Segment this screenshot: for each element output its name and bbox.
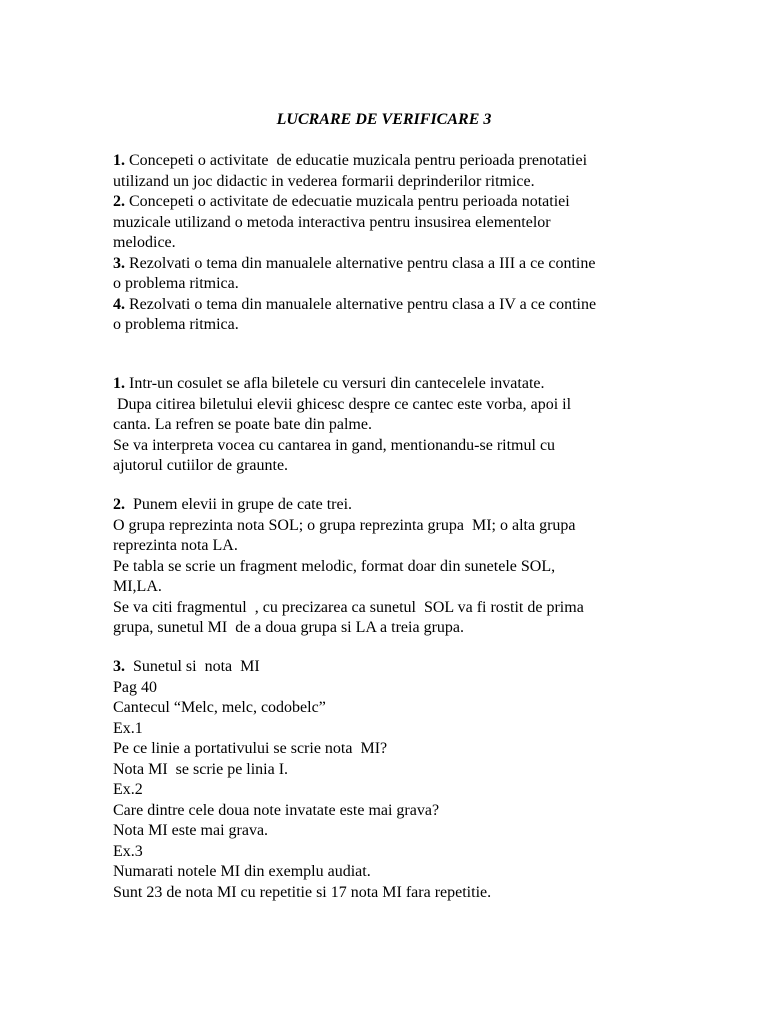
answer-line: Pe tabla se scrie un fragment melodic, format doar din sunetele SOL, xyxy=(113,557,556,575)
task-number: 1. xyxy=(113,152,125,169)
task-line xyxy=(113,254,658,275)
answer-line: Nota MI este mai grava. xyxy=(113,822,269,839)
answer-text: Intr-un cosulet se afla biletele cu versuri din cantecelele invatate. xyxy=(125,375,545,392)
task-line: muzicale utilizand o metoda interactiva pentru insusirea elementelor xyxy=(113,213,551,231)
answer-number: 1. xyxy=(113,375,125,392)
answer-line: O grupa reprezinta nota SOL; o grupa reprezinta grupa MI; o alta grupa xyxy=(113,516,576,534)
answer-number: 3. xyxy=(113,658,125,675)
answer-3 xyxy=(113,657,658,903)
answer-number: 2. xyxy=(113,496,125,513)
answer-line: Ex.2 xyxy=(113,781,143,798)
answer-text: Punem elevii in grupe de cate trei. xyxy=(125,496,353,513)
document-title: LUCRARE DE VERIFICARE 3 xyxy=(276,111,492,128)
answer-line: Dupa citirea biletului elevii ghicesc despre ce cantec este vorba, apoi il xyxy=(113,395,572,413)
answer-line: Numarati notele MI din exemplu audiat. xyxy=(113,863,371,880)
task-text: Concepeti o activitate de edecuatie muzicala pentru perioada notatiei xyxy=(125,193,570,210)
task-line: o problema ritmica. xyxy=(113,275,239,292)
answer-line: Pe ce linie a portativului se scrie nota MI? xyxy=(113,740,388,757)
answer-2 xyxy=(113,495,658,639)
task-line xyxy=(113,192,658,213)
answer-text: Sunetul si nota MI xyxy=(125,658,260,675)
task-line xyxy=(113,295,658,316)
task-number: 4. xyxy=(113,295,125,313)
task-text: Rezolvati o tema din manualele alternative pentru clasa a IV a ce contine xyxy=(125,295,597,313)
task-list xyxy=(113,151,658,336)
answer-line: canta. La refren se poate bate din palme. xyxy=(113,416,372,433)
answer-line xyxy=(113,495,658,516)
answer-line: Ex.3 xyxy=(113,842,143,860)
answer-line: MI,LA. xyxy=(113,578,162,595)
task-number: 2. xyxy=(113,193,125,210)
answer-line: Se va citi fragmentul , cu precizarea ca sunetul SOL va fi rostit de prima xyxy=(113,598,584,616)
task-text: Concepeti o activitate de educatie muzicala pentru perioada prenotatiei xyxy=(125,152,588,169)
answer-line: Pag 40 xyxy=(113,678,157,696)
answer-line: Sunt 23 de nota MI cu repetitie si 17 nota MI fara repetitie. xyxy=(113,883,492,901)
task-line: melodice. xyxy=(113,234,176,251)
answer-line: Nota MI se scrie pe linia I. xyxy=(113,760,289,778)
answer-line: Ex.1 xyxy=(113,719,143,737)
answer-line: ajutorul cutiilor de graunte. xyxy=(113,457,289,474)
task-number: 3. xyxy=(113,254,125,272)
answer-line: Care dintre cele doua note invatate este mai grava? xyxy=(113,801,440,819)
answer-line xyxy=(113,657,658,678)
task-text: Rezolvati o tema din manualele alternative pentru clasa a III a ce contine xyxy=(125,254,596,272)
answer-line: Se va interpreta vocea cu cantarea in gand, mentionandu-se ritmul cu xyxy=(113,436,556,454)
answer-line xyxy=(113,374,658,395)
answer-1 xyxy=(113,374,658,477)
task-line: o problema ritmica. xyxy=(113,316,239,333)
answer-line: grupa, sunetul MI de a doua grupa si LA a treia grupa. xyxy=(113,619,465,636)
answer-line: Cantecul “Melc, melc, codobelc” xyxy=(113,699,326,716)
answer-line: reprezinta nota LA. xyxy=(113,537,238,554)
task-line xyxy=(113,151,658,172)
task-line: utilizand un joc didactic in vederea formarii deprinderilor ritmice. xyxy=(113,172,535,190)
